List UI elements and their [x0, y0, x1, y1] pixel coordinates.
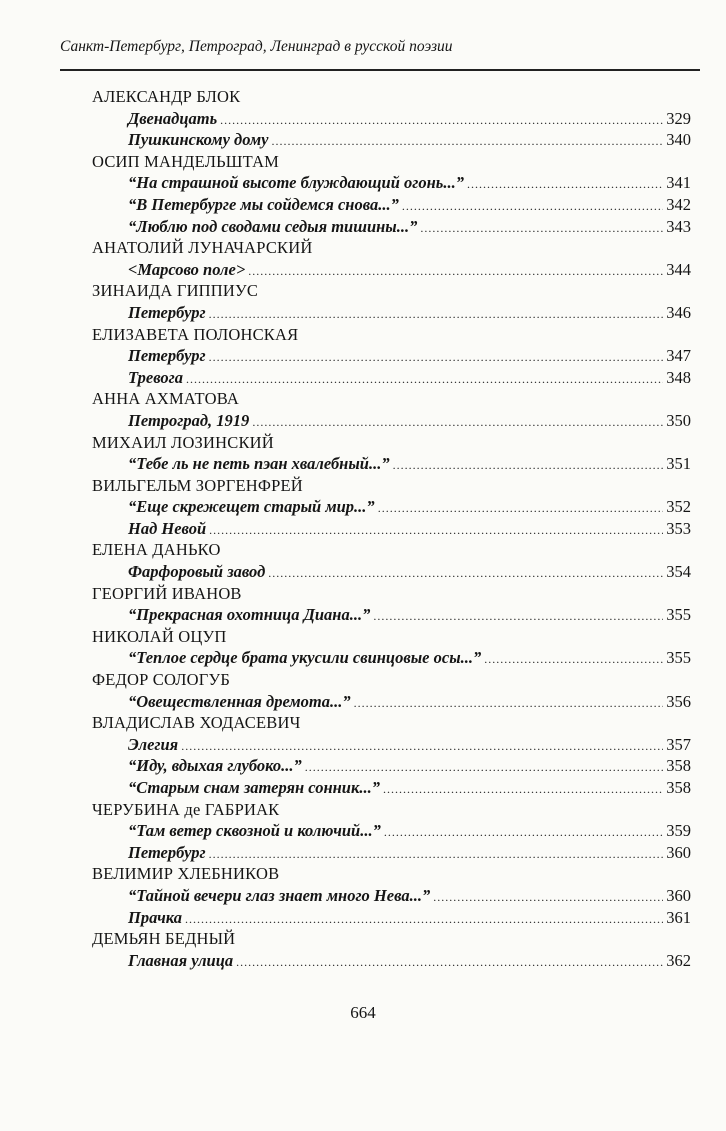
entry-page: 350 — [666, 410, 691, 430]
toc-entry — [92, 604, 691, 626]
entry-title: “Тайной вечери глаз знает много Нева...” — [128, 885, 431, 905]
dot-leader — [209, 844, 664, 866]
entry-page: 343 — [666, 216, 691, 236]
entry-page: 329 — [666, 108, 691, 128]
toc-entry — [92, 410, 691, 432]
entry-page: 360 — [666, 842, 691, 862]
dot-leader — [402, 196, 663, 218]
entry-page: 355 — [666, 605, 691, 625]
toc-entry — [92, 691, 691, 713]
dot-leader — [378, 498, 664, 520]
toc-author: ФЕДОР СОЛОГУБ — [92, 670, 231, 690]
entry-page: 344 — [666, 259, 691, 279]
dot-leader — [384, 822, 663, 844]
toc-entry — [92, 172, 691, 194]
entry-title: “Еще скрежещет старый мир...” — [128, 497, 375, 517]
dot-leader — [181, 736, 663, 758]
header-rule — [60, 69, 700, 71]
entry-page: 355 — [666, 648, 691, 668]
toc-entry — [92, 755, 691, 777]
toc-author: ВЕЛИМИР ХЛЕБНИКОВ — [92, 864, 280, 884]
entry-title: “Люблю под сводами седыя тишины...” — [128, 216, 418, 236]
entry-title: “Теплое сердце брата укусили свинцовые осы...” — [128, 648, 482, 668]
toc-entry — [92, 647, 691, 669]
dot-leader — [252, 412, 663, 434]
entry-page: 356 — [666, 691, 691, 711]
toc-entry — [92, 194, 691, 216]
dot-leader — [484, 649, 663, 671]
toc-entry — [92, 950, 691, 972]
toc-entry — [92, 259, 691, 281]
dot-leader — [248, 261, 663, 283]
toc-author: МИХАИЛ ЛОЗИНСКИЙ — [92, 432, 274, 452]
toc-entry — [92, 842, 691, 864]
entry-title: Тревога — [128, 367, 183, 387]
entry-page: 357 — [666, 734, 691, 754]
entry-title: Петербург — [128, 346, 206, 366]
toc-author: АЛЕКСАНДР БЛОК — [92, 87, 241, 106]
entry-title: “В Петербурге мы сойдемся снова...” — [128, 194, 399, 214]
entry-title: “Тебе ль не петь пэан хвалебный...” — [128, 454, 390, 474]
entry-title: “Старым снам затерян сонник...” — [128, 778, 380, 797]
dot-leader — [383, 779, 663, 801]
page-number: 664 — [350, 1003, 376, 1022]
toc-entry — [92, 108, 691, 130]
toc-author: АНАТОЛИЙ ЛУНАЧАРСКИЙ — [92, 238, 313, 258]
entry-page: 341 — [666, 173, 691, 193]
toc-entry — [92, 885, 691, 907]
entry-page: 342 — [666, 194, 691, 214]
entry-page: 354 — [666, 562, 691, 582]
entry-title: Двенадцать — [128, 108, 218, 128]
toc-entry — [92, 367, 691, 389]
dot-leader — [271, 131, 663, 153]
toc-author: ЧЕРУБИНА де ГАБРИАК — [92, 799, 280, 819]
dot-leader — [185, 909, 663, 931]
dot-leader — [268, 563, 663, 585]
toc-entry — [92, 777, 691, 799]
entry-page: 359 — [666, 821, 691, 841]
dot-leader — [393, 455, 664, 477]
dot-leader — [209, 520, 663, 542]
toc-entry — [92, 453, 691, 475]
dot-leader — [420, 218, 663, 240]
entry-title: “Там ветер сквозной и колючий...” — [128, 821, 381, 841]
entry-page: 353 — [666, 518, 691, 538]
entry-title: Прачка — [128, 907, 182, 927]
entry-title: Петербург — [128, 302, 206, 322]
entry-page: 340 — [666, 130, 691, 150]
entry-title: “Иду, вдыхая глубоко...” — [128, 756, 302, 776]
dot-leader — [236, 952, 663, 974]
dot-leader — [209, 304, 664, 326]
toc-entry — [92, 561, 691, 583]
entry-title: Фарфоровый завод — [128, 562, 266, 582]
entry-page: 361 — [666, 907, 691, 927]
toc-entry — [92, 216, 691, 238]
toc-author: ДЕМЬЯН БЕДНЫЙ — [92, 929, 236, 949]
toc-author: ГЕОРГИЙ ИВАНОВ — [92, 583, 242, 603]
entry-page: 362 — [666, 950, 691, 970]
entry-page: 348 — [666, 367, 691, 387]
toc-author: АННА АХМАТОВА — [92, 389, 240, 409]
dot-leader — [373, 606, 663, 628]
toc-entry — [92, 820, 691, 842]
entry-page: 360 — [666, 885, 691, 905]
toc-author: ВЛАДИСЛАВ ХОДАСЕВИЧ — [92, 713, 301, 733]
dot-leader — [186, 369, 663, 391]
toc-entry — [92, 302, 691, 324]
entry-page: 347 — [666, 346, 691, 366]
running-head: Санкт-Петербург, Петроград, Ленинград в русской поэзии — [60, 38, 453, 55]
entry-title: “На страшной высоте блуждающий огонь...” — [128, 173, 464, 193]
entry-title: <Марсово поле> — [128, 259, 246, 279]
table-of-contents — [92, 86, 691, 971]
toc-entry — [92, 496, 691, 518]
toc-entry — [92, 734, 691, 756]
dot-leader — [354, 693, 664, 715]
entry-title: Петербург — [128, 842, 206, 862]
entry-title: Петроград, 1919 — [128, 410, 250, 430]
toc-entry — [92, 345, 691, 367]
entry-title: Над Невой — [128, 518, 207, 538]
dot-leader — [220, 110, 663, 132]
toc-author: ЗИНАИДА ГИППИУС — [92, 281, 259, 301]
entry-title: Пушкинскому дому — [128, 130, 269, 150]
toc-author: ВИЛЬГЕЛЬМ ЗОРГЕНФРЕЙ — [92, 475, 303, 495]
dot-leader — [433, 887, 663, 909]
dot-leader — [305, 757, 664, 779]
entry-page: 351 — [666, 454, 691, 474]
toc-author: НИКОЛАЙ ОЦУП — [92, 626, 227, 646]
dot-leader — [467, 174, 663, 196]
toc-entry — [92, 129, 691, 151]
toc-author: ЕЛИЗАВЕТА ПОЛОНСКАЯ — [92, 324, 299, 344]
entry-title: Элегия — [128, 734, 179, 754]
entry-page: 352 — [666, 497, 691, 517]
toc-author: ЕЛЕНА ДАНЬКО — [92, 540, 221, 560]
entry-title: “Овеществленная дремота...” — [128, 691, 351, 711]
entry-page: 358 — [666, 778, 691, 797]
entry-title: Главная улица — [128, 950, 234, 970]
toc-entry — [92, 907, 691, 929]
dot-leader — [209, 347, 664, 369]
toc-entry — [92, 518, 691, 540]
entry-title: “Прекрасная охотница Диана...” — [128, 605, 371, 625]
toc-author: ОСИП МАНДЕЛЬШТАМ — [92, 151, 280, 171]
entry-page: 358 — [666, 756, 691, 776]
entry-page: 346 — [666, 302, 691, 322]
